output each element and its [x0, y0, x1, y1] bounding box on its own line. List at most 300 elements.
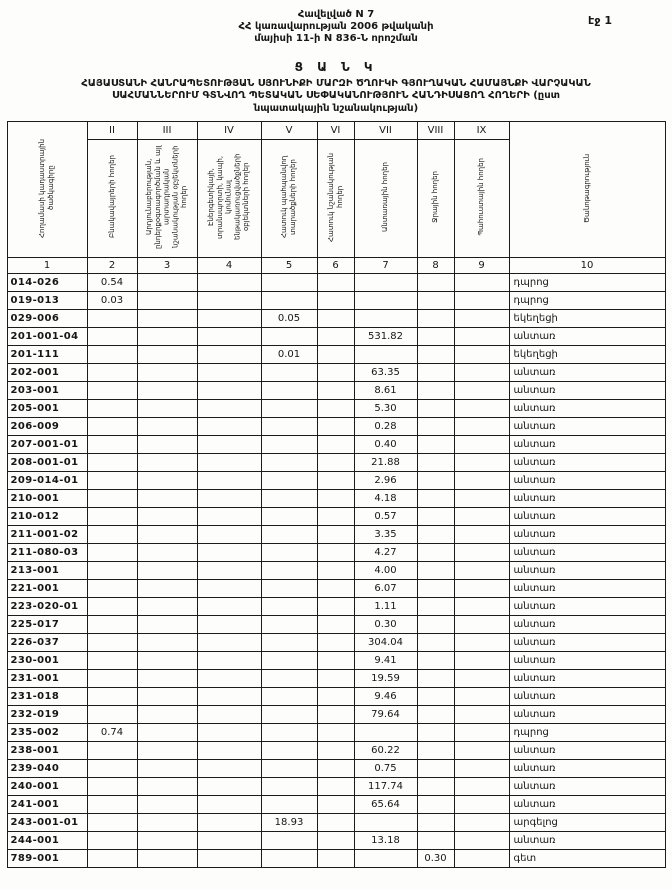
area-value: 60.22: [354, 742, 417, 760]
column-number: 6: [317, 258, 354, 274]
area-value: 19.59: [354, 670, 417, 688]
area-value: [87, 616, 137, 634]
area-value: [317, 310, 354, 328]
header-notes: [509, 122, 665, 258]
parcel-code: 201-111: [7, 346, 87, 364]
roman-numeral-ii: II: [87, 122, 137, 140]
table-row: [7, 742, 665, 760]
area-value: [261, 454, 317, 472]
area-value: [454, 400, 509, 418]
area-value: [87, 760, 137, 778]
area-value: [137, 760, 197, 778]
area-value: [261, 616, 317, 634]
note-cell: անտառ: [509, 328, 665, 346]
area-value: 21.88: [354, 454, 417, 472]
area-value: [454, 364, 509, 382]
area-value: [137, 400, 197, 418]
table-row: [7, 544, 665, 562]
area-value: [197, 616, 261, 634]
area-value: [317, 652, 354, 670]
parcel-code: 240-001: [7, 778, 87, 796]
area-value: [454, 616, 509, 634]
area-value: [87, 580, 137, 598]
area-value: [261, 832, 317, 850]
area-value: [197, 454, 261, 472]
document-title-line-1: ՀԱՅԱՍՏԱՆԻ ՀԱՆՐԱՊԵՏՈՒԹՅԱՆ ՍՅՈՒՆԻՔԻ ՄԱՐԶԻ ԾՂՈՒԿԻ ԳՅՈՒՂԱԿԱՆ ՀԱՄԱՅՆՔԻ ՎԱՐՉԱԿԱՆ: [81, 77, 591, 89]
table-row: [7, 850, 665, 868]
area-value: [137, 742, 197, 760]
area-value: 117.74: [354, 778, 417, 796]
area-value: [417, 688, 454, 706]
area-value: 9.46: [354, 688, 417, 706]
area-value: [137, 688, 197, 706]
area-value: [317, 814, 354, 832]
area-value: 0.74: [87, 724, 137, 742]
area-value: [454, 796, 509, 814]
note-cell: արգելոց: [509, 814, 665, 832]
area-value: 18.93: [261, 814, 317, 832]
area-value: [454, 274, 509, 292]
table-row: [7, 364, 665, 382]
area-value: [261, 742, 317, 760]
area-value: 63.35: [354, 364, 417, 382]
area-value: [87, 598, 137, 616]
area-value: [454, 328, 509, 346]
table-row: [7, 454, 665, 472]
area-value: [317, 490, 354, 508]
parcel-code: 230-001: [7, 652, 87, 670]
area-value: [261, 796, 317, 814]
note-cell: անտառ: [509, 670, 665, 688]
area-value: [197, 508, 261, 526]
area-value: [417, 274, 454, 292]
column-number: 10: [509, 258, 665, 274]
header-parcel-code: [7, 122, 87, 258]
area-value: [317, 274, 354, 292]
header-special-purpose-lands: Հատուկ նշանակության հողեր: [317, 140, 354, 258]
area-value: [261, 328, 317, 346]
area-value: [261, 598, 317, 616]
area-value: [261, 292, 317, 310]
area-value: [417, 832, 454, 850]
area-value: [354, 850, 417, 868]
area-value: [137, 310, 197, 328]
table-row: [7, 382, 665, 400]
area-value: [354, 292, 417, 310]
column-number: 3: [137, 258, 197, 274]
note-cell: անտառ: [509, 634, 665, 652]
area-value: [197, 742, 261, 760]
area-value: [261, 508, 317, 526]
area-value: [354, 274, 417, 292]
area-value: [417, 544, 454, 562]
area-value: [454, 760, 509, 778]
area-value: [417, 742, 454, 760]
area-value: [417, 796, 454, 814]
table-row: [7, 490, 665, 508]
area-value: [261, 724, 317, 742]
area-value: 4.18: [354, 490, 417, 508]
area-value: [87, 814, 137, 832]
area-value: [317, 598, 354, 616]
area-value: [261, 580, 317, 598]
area-value: [454, 310, 509, 328]
table-row: [7, 778, 665, 796]
area-value: [454, 706, 509, 724]
header-water-lands: Ջրային հողեր: [417, 140, 454, 258]
area-value: [417, 472, 454, 490]
area-value: [417, 508, 454, 526]
area-value: [417, 328, 454, 346]
area-value: [417, 382, 454, 400]
parcel-code: 213-001: [7, 562, 87, 580]
area-value: 0.30: [417, 850, 454, 868]
area-value: [261, 760, 317, 778]
area-value: [137, 562, 197, 580]
area-value: [137, 850, 197, 868]
area-value: [417, 778, 454, 796]
area-value: [137, 526, 197, 544]
note-cell: անտառ: [509, 778, 665, 796]
note-cell: անտառ: [509, 472, 665, 490]
area-value: [454, 778, 509, 796]
column-number: 7: [354, 258, 417, 274]
area-value: [261, 400, 317, 418]
area-value: [317, 508, 354, 526]
area-value: [87, 454, 137, 472]
area-value: [417, 310, 454, 328]
table-row: [7, 526, 665, 544]
parcel-code: 231-001: [7, 670, 87, 688]
area-value: [417, 490, 454, 508]
appendix-line-3: մայիսի 11-ի N 836-Ն որոշման: [254, 33, 418, 45]
area-value: [261, 688, 317, 706]
area-value: [417, 454, 454, 472]
area-value: 0.05: [261, 310, 317, 328]
area-value: [454, 814, 509, 832]
header-protected-lands: Հատուկ պահպանվող տարածքների հողեր: [261, 140, 317, 258]
area-value: [454, 544, 509, 562]
table-row: [7, 328, 665, 346]
roman-numeral-iv: IV: [197, 122, 261, 140]
area-value: [87, 436, 137, 454]
area-value: 0.01: [261, 346, 317, 364]
area-value: [417, 634, 454, 652]
note-cell: անտառ: [509, 400, 665, 418]
roman-numeral-viii: VIII: [417, 122, 454, 140]
area-value: [197, 382, 261, 400]
note-cell: եկեղեցի: [509, 346, 665, 364]
area-value: [87, 634, 137, 652]
note-cell: գետ: [509, 850, 665, 868]
area-value: [197, 562, 261, 580]
parcel-code: 211-080-03: [7, 544, 87, 562]
table-row: [7, 832, 665, 850]
area-value: [317, 688, 354, 706]
area-value: [87, 688, 137, 706]
column-number: 4: [197, 258, 261, 274]
note-cell: դպրոց: [509, 292, 665, 310]
area-value: [87, 472, 137, 490]
area-value: [317, 760, 354, 778]
parcel-code: 029-006: [7, 310, 87, 328]
table-row: [7, 400, 665, 418]
area-value: [197, 490, 261, 508]
table-row: [7, 274, 665, 292]
area-value: [261, 670, 317, 688]
parcel-code: 209-014-01: [7, 472, 87, 490]
column-number: 1: [7, 258, 87, 274]
area-value: [317, 724, 354, 742]
parcel-code: 014-026: [7, 274, 87, 292]
note-cell: անտառ: [509, 652, 665, 670]
area-value: [454, 742, 509, 760]
area-value: [261, 526, 317, 544]
area-value: [137, 346, 197, 364]
area-value: [87, 310, 137, 328]
area-value: [87, 328, 137, 346]
area-value: [454, 418, 509, 436]
parcel-code: 210-012: [7, 508, 87, 526]
area-value: [417, 436, 454, 454]
parcel-code: 789-001: [7, 850, 87, 868]
area-value: [317, 562, 354, 580]
area-value: [87, 418, 137, 436]
area-value: [317, 850, 354, 868]
roman-numeral-vii: VII: [354, 122, 417, 140]
area-value: [454, 670, 509, 688]
area-value: [454, 436, 509, 454]
parcel-code: 238-001: [7, 742, 87, 760]
area-value: [417, 760, 454, 778]
appendix-line-1: Հավելված N 7: [297, 9, 375, 20]
parcel-code: 226-037: [7, 634, 87, 652]
appendix-block: [0, 0, 672, 46]
table-row: [7, 292, 665, 310]
area-value: [417, 724, 454, 742]
table-row: [7, 670, 665, 688]
area-value: [197, 598, 261, 616]
area-value: [261, 472, 317, 490]
area-value: [87, 670, 137, 688]
note-cell: եկեղեցի: [509, 310, 665, 328]
area-value: [197, 472, 261, 490]
area-value: [87, 778, 137, 796]
area-value: [87, 562, 137, 580]
area-value: [317, 454, 354, 472]
area-value: [197, 796, 261, 814]
area-value: [137, 454, 197, 472]
area-value: [317, 418, 354, 436]
column-number: 2: [87, 258, 137, 274]
area-value: 65.64: [354, 796, 417, 814]
area-value: [87, 796, 137, 814]
area-value: [417, 526, 454, 544]
area-value: [137, 634, 197, 652]
area-value: [137, 328, 197, 346]
area-value: [261, 850, 317, 868]
area-value: [261, 382, 317, 400]
area-value: 5.30: [354, 400, 417, 418]
table-row: [7, 436, 665, 454]
area-value: [261, 706, 317, 724]
table-row: [7, 310, 665, 328]
area-value: 0.75: [354, 760, 417, 778]
area-value: [197, 652, 261, 670]
area-value: [197, 688, 261, 706]
area-value: [197, 670, 261, 688]
area-value: [354, 310, 417, 328]
header-notes-label: Ծանոթագրություն: [582, 153, 591, 223]
parcel-code: 201-001-04: [7, 328, 87, 346]
table-row: [7, 796, 665, 814]
area-value: [137, 472, 197, 490]
table-row: [7, 346, 665, 364]
page-number: էջ 1: [588, 14, 612, 27]
area-value: [354, 814, 417, 832]
area-value: [261, 544, 317, 562]
area-value: 0.30: [354, 616, 417, 634]
area-value: [317, 670, 354, 688]
area-value: [454, 472, 509, 490]
area-value: [317, 472, 354, 490]
area-value: [317, 580, 354, 598]
header-parcel-code-label: Հողամասի կադաստրային ծածկագիրը: [38, 138, 55, 238]
area-value: [137, 832, 197, 850]
area-value: [137, 814, 197, 832]
area-value: [261, 364, 317, 382]
area-value: [417, 652, 454, 670]
area-value: [137, 274, 197, 292]
note-cell: անտառ: [509, 688, 665, 706]
table-row: [7, 724, 665, 742]
area-value: [137, 706, 197, 724]
area-value: [417, 616, 454, 634]
area-value: [87, 346, 137, 364]
area-value: 0.54: [87, 274, 137, 292]
note-cell: անտառ: [509, 598, 665, 616]
area-value: [197, 814, 261, 832]
area-value: [197, 400, 261, 418]
land-parcels-table: [7, 121, 666, 868]
area-value: [87, 508, 137, 526]
area-value: 304.04: [354, 634, 417, 652]
area-value: [317, 634, 354, 652]
area-value: [137, 580, 197, 598]
area-value: 3.35: [354, 526, 417, 544]
area-value: [137, 292, 197, 310]
table-row: [7, 652, 665, 670]
area-value: [454, 832, 509, 850]
note-cell: անտառ: [509, 832, 665, 850]
area-value: [87, 526, 137, 544]
area-value: [417, 400, 454, 418]
area-value: [317, 292, 354, 310]
table-row: [7, 760, 665, 778]
area-value: [137, 616, 197, 634]
area-value: [137, 724, 197, 742]
parcel-code: 206-009: [7, 418, 87, 436]
area-value: [137, 544, 197, 562]
area-value: [354, 724, 417, 742]
parcel-code: 203-001: [7, 382, 87, 400]
table-row: [7, 616, 665, 634]
note-cell: անտառ: [509, 616, 665, 634]
area-value: [137, 778, 197, 796]
area-value: 0.40: [354, 436, 417, 454]
area-value: [261, 490, 317, 508]
area-value: [87, 364, 137, 382]
document-title-line-2: ՍԱՀՄԱՆՆԵՐՈՒՄ ԳՏՆՎՈՂ ՊԵՏԱԿԱՆ ՍԵՓԱԿԱՆՈՒԹՅՈՒՆ ՀԱՆԴԻՍԱՑՈՂ ՀՈՂԵՐԻ (ըստ: [112, 90, 560, 102]
parcel-code: 211-001-02: [7, 526, 87, 544]
area-value: [417, 670, 454, 688]
table-row: [7, 508, 665, 526]
area-value: [87, 652, 137, 670]
area-value: [197, 706, 261, 724]
document-title: [0, 78, 672, 116]
area-value: [454, 382, 509, 400]
area-value: [454, 652, 509, 670]
parcel-code: 225-017: [7, 616, 87, 634]
area-value: [317, 436, 354, 454]
note-cell: անտառ: [509, 454, 665, 472]
area-value: [454, 562, 509, 580]
document-title-line-3: նպատակային նշանակության): [253, 102, 419, 114]
area-value: 6.07: [354, 580, 417, 598]
area-value: 2.96: [354, 472, 417, 490]
area-value: [197, 328, 261, 346]
area-value: [454, 580, 509, 598]
area-value: [137, 598, 197, 616]
area-value: [197, 760, 261, 778]
area-value: [197, 850, 261, 868]
area-value: [137, 382, 197, 400]
table-row: [7, 688, 665, 706]
roman-numeral-vi: VI: [317, 122, 354, 140]
area-value: [317, 796, 354, 814]
area-value: [87, 832, 137, 850]
area-value: [137, 418, 197, 436]
note-cell: դպրոց: [509, 274, 665, 292]
note-cell: անտառ: [509, 508, 665, 526]
area-value: 0.57: [354, 508, 417, 526]
area-value: [454, 634, 509, 652]
note-cell: անտառ: [509, 760, 665, 778]
header-settlement-lands: Բնակավայրերի հողեր: [87, 140, 137, 258]
table-row: [7, 598, 665, 616]
area-value: [417, 580, 454, 598]
area-value: [137, 364, 197, 382]
table-row: [7, 562, 665, 580]
area-value: [87, 544, 137, 562]
area-value: [197, 364, 261, 382]
parcel-code: 205-001: [7, 400, 87, 418]
area-value: [197, 526, 261, 544]
area-value: [197, 778, 261, 796]
note-cell: անտառ: [509, 526, 665, 544]
table-row: [7, 580, 665, 598]
area-value: [417, 292, 454, 310]
note-cell: անտառ: [509, 544, 665, 562]
area-value: [317, 382, 354, 400]
area-value: [317, 328, 354, 346]
area-value: [417, 814, 454, 832]
area-value: 1.11: [354, 598, 417, 616]
note-cell: անտառ: [509, 580, 665, 598]
area-value: [454, 508, 509, 526]
note-cell: դպրոց: [509, 724, 665, 742]
area-value: [137, 796, 197, 814]
